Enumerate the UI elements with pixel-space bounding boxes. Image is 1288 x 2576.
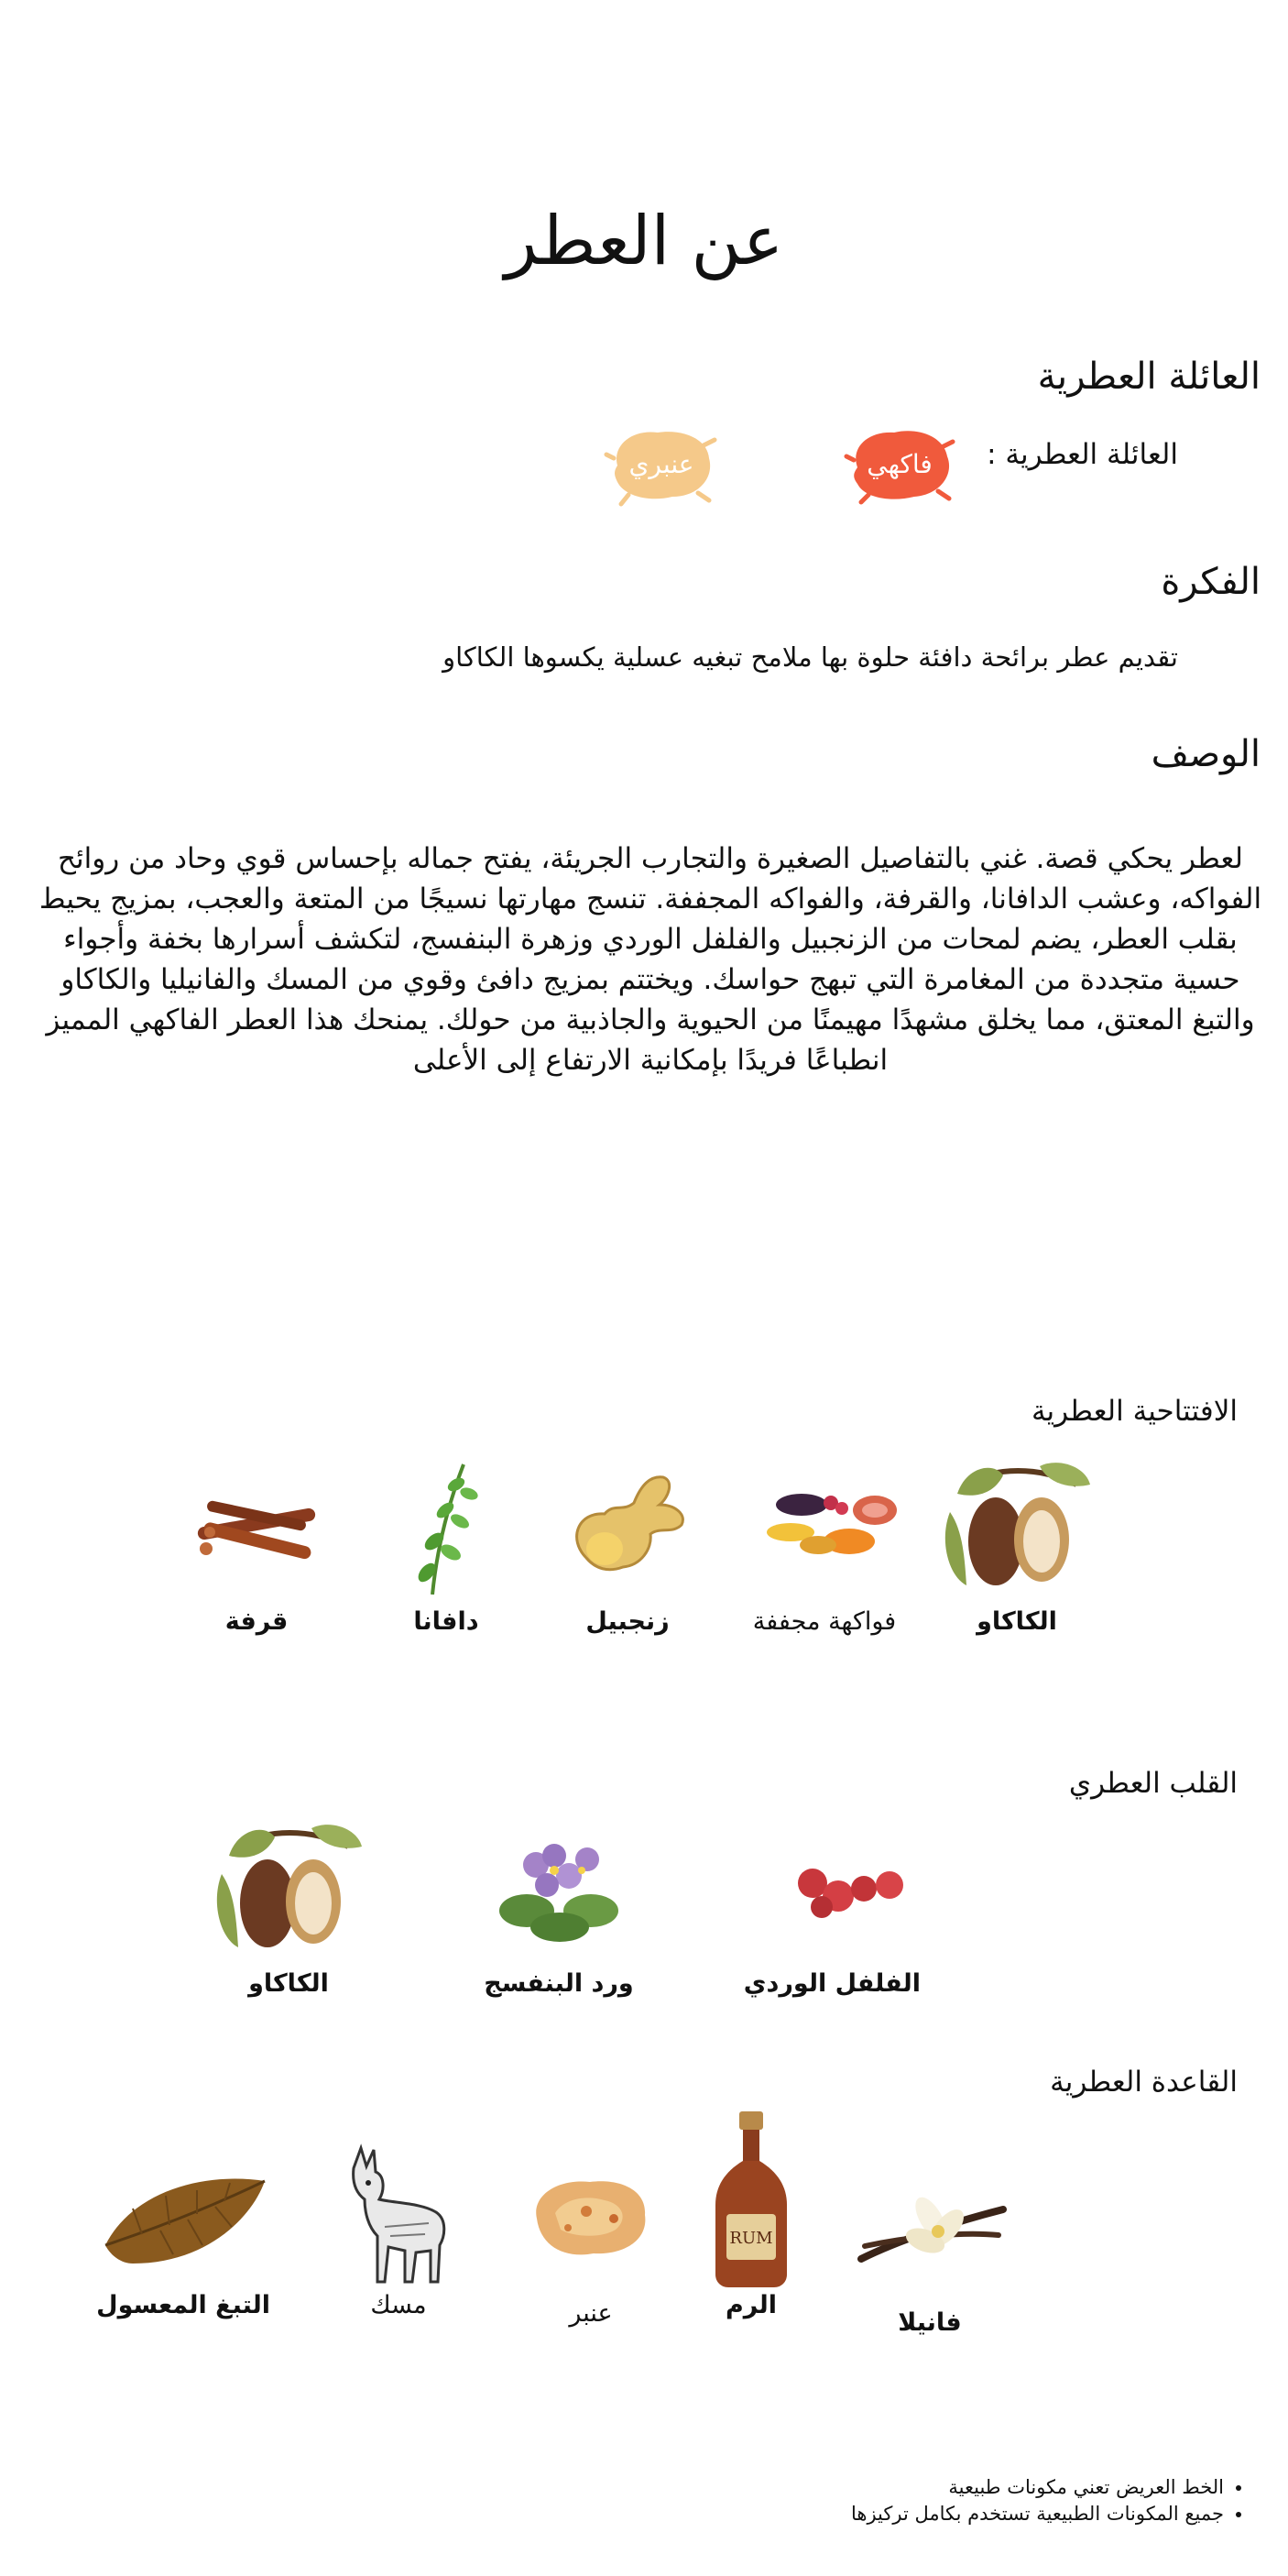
musk-deer-icon	[321, 2135, 476, 2291]
family-tag-amber	[603, 420, 720, 508]
dried-fruits-icon	[747, 1457, 902, 1595]
description-text: لعطر يحكي قصة. غني بالتفاصيل الصغيرة والتجارب الجريئة، يفتح جماله بإحساس قوي وحاد من روائح الفواكه، وعشب الدافانا، والقرفة، والفواكه المجففة. تنسج مهارتها نسيجًا من المتعة والعجب، بمزيج يحيط بقلب العطر، يضم لمحات من الزنجبيل والفلفل الوردي وزهرة البنفسج، لتكشف أسرارها بخفة وأجواء حسية متجددة من المغامرة التي تبهج حواسك. ويختتم بمزيج دافئ وقوي من المسك والفانيليا والكاكاو والتبغ المعتق، مما يخلق مشهدًا مهيمنًا من الحيوية والجاذبية من حولك. يمنحك هذا العطر الفاكهي المميز انطباعًا فريدًا بإمكانية الارتفاع إلى الأعلى	[38, 842, 1262, 1077]
bottle-label: RUM	[729, 2229, 773, 2248]
violet-icon	[481, 1819, 637, 1957]
note-label: التبغ المعسول	[96, 2291, 270, 2319]
note-label: زنجبيل	[585, 1607, 670, 1636]
concept-heading: الفكرة	[1161, 561, 1261, 603]
page-title: عن العطر	[504, 202, 784, 280]
note-label: ورد البنفسج	[484, 1969, 634, 1998]
rum-bottle-icon	[673, 2108, 829, 2291]
top-note-item	[550, 1457, 705, 1636]
note-label: الكاكاو	[248, 1969, 329, 1998]
note-label: الرم	[726, 2291, 777, 2319]
note-label: عنبر	[569, 2299, 613, 2328]
cacao-icon	[211, 1819, 366, 1957]
base-note-item	[513, 2158, 669, 2328]
family-heading: العائلة العطرية	[1037, 356, 1261, 398]
cacao-icon	[939, 1457, 1095, 1595]
note-label: الكاكاو	[977, 1607, 1057, 1636]
davana-icon	[368, 1457, 524, 1595]
family-tag-label: فاكهي	[867, 448, 933, 479]
amber-icon	[513, 2158, 669, 2286]
footnote-item: • الخط العريض تعني مكونات طبيعية	[851, 2474, 1224, 2501]
base-notes-heading: القاعدة العطرية	[1050, 2066, 1238, 2099]
note-label: قرفة	[224, 1607, 289, 1636]
heart-note-item	[211, 1819, 366, 1998]
base-note-item	[96, 2154, 270, 2319]
description-heading: الوصف	[1151, 733, 1261, 775]
note-label: دافانا	[413, 1607, 479, 1636]
concept-text: تقديم عطر برائحة دافئة حلوة بها ملامح تبغيه عسلية يكسوها الكاكاو	[442, 641, 1178, 673]
top-note-item	[747, 1457, 902, 1636]
base-note-item	[673, 2108, 829, 2319]
footnote-item: • جميع المكونات الطبيعية تستخدم بكامل تركيزها	[851, 2501, 1224, 2527]
note-label: فواكهة مجففة	[752, 1607, 897, 1636]
top-notes-heading: الافتتاحية العطرية	[1031, 1395, 1238, 1428]
footnotes	[851, 2474, 1251, 2527]
cinnamon-icon	[179, 1457, 334, 1595]
heart-note-item	[743, 1819, 921, 1998]
ginger-icon	[550, 1457, 705, 1595]
family-label: العائلة العطرية :	[987, 438, 1178, 471]
base-note-item	[852, 2158, 1008, 2337]
heart-notes-heading: القلب العطري	[1068, 1767, 1238, 1800]
top-note-item	[368, 1457, 524, 1636]
top-note-item	[179, 1457, 334, 1636]
base-note-item	[321, 2135, 476, 2319]
family-tag-label: عنبري	[628, 448, 694, 479]
tobacco-leaf-icon	[96, 2154, 270, 2291]
note-label: فانيلا	[898, 2308, 962, 2337]
note-label: الفلفل الوردي	[743, 1969, 921, 1998]
pink-pepper-icon	[765, 1819, 921, 1957]
top-note-item	[939, 1457, 1095, 1636]
vanilla-icon	[852, 2158, 1008, 2296]
note-label: مسك	[370, 2291, 427, 2319]
heart-note-item	[481, 1819, 637, 1998]
family-tag-fruity	[841, 420, 958, 508]
